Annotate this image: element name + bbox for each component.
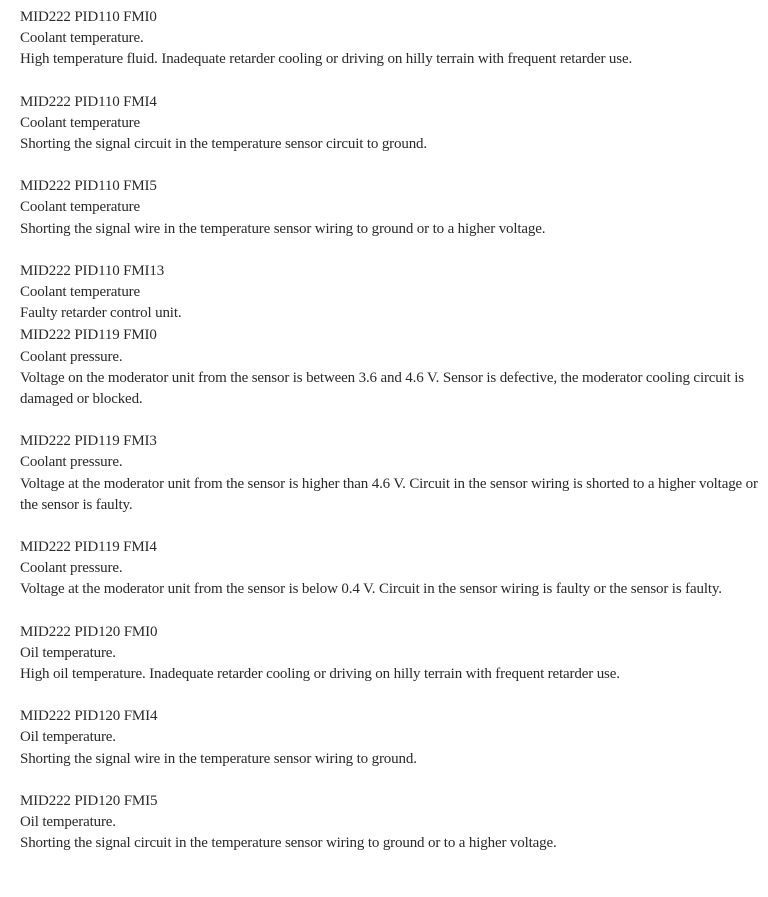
fault-description: High temperature fluid. Inadequate retarder cooling or driving on hilly terrain with frequent retarder use.: [20, 51, 633, 68]
fault-component: Coolant temperature: [20, 199, 141, 216]
fault-code-entry: [20, 431, 760, 516]
fault-code-document: [20, 7, 760, 855]
fault-code-entry: [20, 7, 760, 71]
fault-code-entry: [20, 706, 760, 770]
fault-description: Voltage at the moderator unit from the sensor is below 0.4 V. Circuit in the sensor wiring is faulty or the sensor is faulty.: [20, 581, 722, 598]
fault-code: MID222 PID110 FMI5: [20, 178, 157, 195]
spacer: [20, 601, 760, 622]
spacer: [20, 516, 760, 537]
fault-component: Oil temperature.: [20, 729, 116, 746]
fault-description: Shorting the signal circuit in the temperature sensor wiring to ground or to a higher voltage.: [20, 835, 557, 852]
spacer: [20, 770, 760, 791]
fault-code-entry: [20, 176, 760, 240]
fault-component: Oil temperature.: [20, 814, 116, 831]
fault-code: MID222 PID119 FMI3: [20, 433, 157, 450]
fault-component: Oil temperature.: [20, 644, 116, 661]
fault-description: Faulty retarder control unit.: [20, 305, 182, 322]
fault-code: MID222 PID120 FMI5: [20, 792, 158, 809]
spacer: [20, 685, 760, 706]
fault-component: Coolant temperature: [20, 284, 141, 301]
fault-code-entry: [20, 537, 760, 601]
spacer: [20, 240, 760, 261]
fault-description: Shorting the signal wire in the temperature sensor wiring to ground.: [20, 750, 417, 767]
fault-description: High oil temperature. Inadequate retarder cooling or driving on hilly terrain with frequent retarder use.: [20, 666, 620, 683]
fault-code: MID222 PID110 FMI0: [20, 9, 157, 25]
fault-code-entry: [20, 325, 760, 410]
fault-component: Coolant pressure.: [20, 348, 123, 365]
fault-code: MID222 PID120 FMI0: [20, 623, 158, 640]
fault-code: MID222 PID120 FMI4: [20, 708, 158, 725]
fault-code-entry: [20, 622, 760, 686]
fault-code: MID222 PID110 FMI4: [20, 93, 157, 110]
fault-code-entry: [20, 791, 760, 855]
fault-component: Coolant temperature: [20, 114, 141, 131]
fault-component: Coolant pressure.: [20, 454, 123, 471]
spacer: [20, 71, 760, 92]
spacer: [20, 155, 760, 176]
fault-code: MID222 PID119 FMI0: [20, 327, 157, 344]
fault-component: Coolant temperature.: [20, 30, 144, 47]
fault-code: MID222 PID119 FMI4: [20, 539, 157, 556]
fault-code-entry: [20, 261, 760, 325]
fault-description: Voltage on the moderator unit from the sensor is between 3.6 and 4.6 V. Sensor is defective, the moderator cooling circuit is damaged or blocked.: [20, 369, 744, 408]
fault-description: Shorting the signal wire in the temperature sensor wiring to ground or to a higher voltage.: [20, 220, 546, 237]
fault-description: Shorting the signal circuit in the temperature sensor circuit to ground.: [20, 136, 428, 153]
fault-code-entry: [20, 92, 760, 156]
fault-component: Coolant pressure.: [20, 560, 123, 577]
fault-description: Voltage at the moderator unit from the sensor is higher than 4.6 V. Circuit in the sensor wiring is shorted to a higher voltage or the sensor is faulty.: [20, 475, 758, 513]
fault-code: MID222 PID110 FMI13: [20, 262, 165, 279]
spacer: [20, 410, 760, 431]
